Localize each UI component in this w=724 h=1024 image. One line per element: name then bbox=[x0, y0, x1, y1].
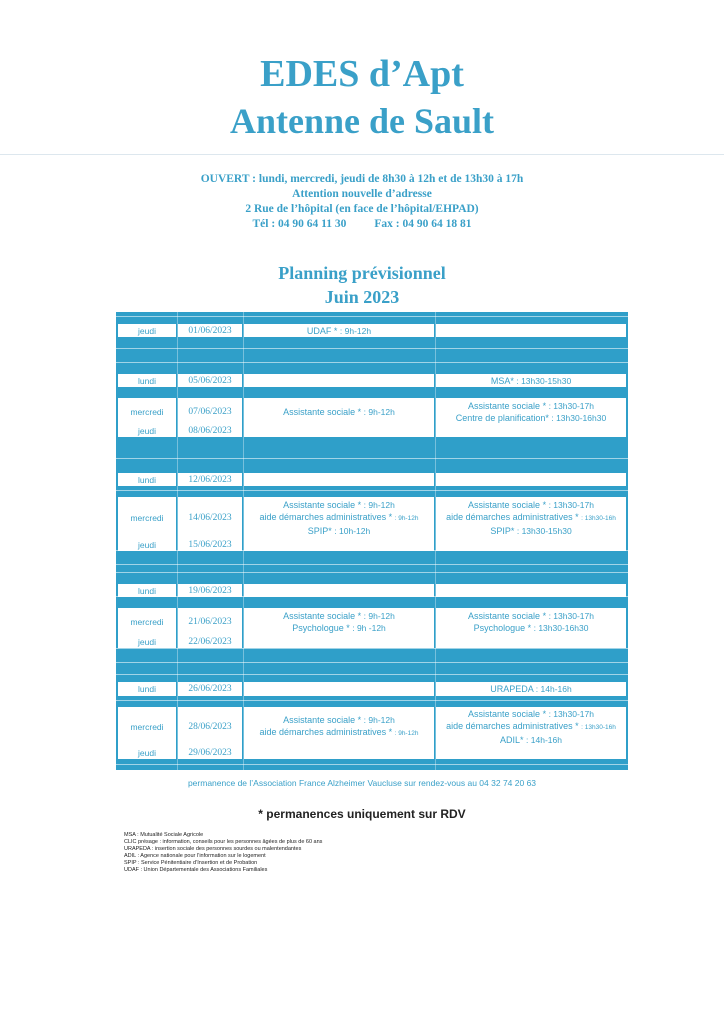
date-cell: 19/06/2023 bbox=[178, 584, 242, 597]
slot-entry bbox=[468, 610, 594, 622]
slot-entry bbox=[490, 525, 571, 537]
morning-cell bbox=[244, 539, 434, 551]
day-cell: jeudi bbox=[118, 539, 176, 551]
slot-entry bbox=[490, 683, 571, 695]
afternoon-cell bbox=[436, 497, 626, 539]
alzheimer-notice: permanence de l’Association France Alzheimer Vaucluse sur rendez-vous au 04 32 74 20 63 bbox=[187, 778, 537, 788]
service-time: : 9h-12h bbox=[363, 715, 395, 725]
morning-cell bbox=[244, 608, 434, 636]
afternoon-cell bbox=[436, 682, 626, 696]
day-cell: lundi bbox=[118, 584, 176, 597]
morning-cell bbox=[244, 473, 434, 486]
rdv-note: * permanences uniquement sur RDV bbox=[258, 807, 466, 821]
slot-entry bbox=[474, 622, 589, 634]
abbreviation-item: SPIP : Service Pénitentiaire d’Insertion et de Probation bbox=[124, 860, 258, 866]
service-name: SPIP* bbox=[307, 526, 335, 536]
phone-number: Tél : 04 90 64 11 30 bbox=[252, 218, 347, 230]
date-cell: 21/06/2023 bbox=[178, 608, 242, 636]
service-name: ADIL* bbox=[500, 735, 527, 745]
table-row bbox=[116, 425, 628, 437]
slot-entry bbox=[260, 726, 419, 740]
service-time: : 9h-12h bbox=[363, 406, 395, 417]
afternoon-cell bbox=[436, 584, 626, 597]
table-row bbox=[116, 539, 628, 551]
slot-entry bbox=[468, 499, 594, 511]
slot-entry bbox=[260, 511, 419, 525]
date-cell: 26/06/2023 bbox=[178, 682, 242, 696]
table-row bbox=[116, 608, 628, 636]
morning-cell bbox=[244, 707, 434, 747]
table-row bbox=[116, 398, 628, 425]
service-time: : 9h-12h bbox=[339, 325, 372, 336]
planning-title: Planning prévisionnel bbox=[278, 263, 446, 283]
service-time: : 13h30-16h30 bbox=[533, 623, 589, 633]
service-time: : 13h30-15h30 bbox=[516, 526, 572, 536]
header-divider bbox=[0, 154, 724, 155]
afternoon-cell bbox=[436, 425, 626, 437]
day-cell: lundi bbox=[118, 473, 176, 486]
service-name: aide démarches administratives * bbox=[259, 512, 395, 522]
slot-entry bbox=[283, 499, 395, 511]
table-divider bbox=[116, 348, 628, 349]
table-divider bbox=[116, 572, 628, 573]
service-name: Assistante sociale * bbox=[468, 500, 549, 510]
afternoon-cell bbox=[436, 324, 626, 337]
date-cell: 15/06/2023 bbox=[178, 539, 242, 551]
slot-entry bbox=[468, 708, 594, 720]
morning-cell bbox=[244, 374, 434, 387]
service-name: UDAF * bbox=[306, 325, 340, 336]
slot-entry bbox=[283, 406, 395, 418]
table-row bbox=[116, 473, 628, 486]
service-name: Assistante sociale * bbox=[283, 611, 364, 621]
open-hours: OUVERT : lundi, mercredi, jeudi de 8h30 à 12h et de 13h30 à 17h bbox=[200, 173, 524, 185]
title-line-2: Antenne de Sault bbox=[229, 101, 495, 141]
service-name: Assistante sociale * bbox=[468, 611, 549, 621]
afternoon-cell bbox=[436, 747, 626, 759]
afternoon-cell bbox=[436, 539, 626, 551]
service-name: Psychologue * bbox=[292, 623, 353, 633]
service-time: : 13h30-17h bbox=[548, 500, 594, 510]
service-name: Assistante sociale * bbox=[468, 709, 549, 719]
service-name: URAPEDA bbox=[490, 684, 536, 694]
day-cell: jeudi bbox=[118, 636, 176, 648]
service-name: Psychologue * bbox=[473, 623, 534, 633]
table-divider bbox=[116, 764, 628, 765]
table-divider bbox=[116, 648, 628, 649]
slot-entry bbox=[307, 325, 371, 337]
date-cell: 22/06/2023 bbox=[178, 636, 242, 648]
date-cell: 12/06/2023 bbox=[178, 473, 242, 486]
table-row bbox=[116, 497, 628, 539]
slot-entry bbox=[283, 714, 395, 726]
date-cell: 08/06/2023 bbox=[178, 425, 242, 437]
service-name: MSA* bbox=[490, 375, 517, 386]
abbreviation-item: ADIL : Agence nationale pour l’information sur le logement bbox=[124, 853, 266, 859]
abbreviation-item: URAPEDA : insertion sociale des personnes sourdes ou malentendantes bbox=[124, 846, 302, 852]
service-time: : 9h-12h bbox=[394, 515, 419, 522]
day-cell: jeudi bbox=[118, 425, 176, 437]
service-time: : 13h30-15h30 bbox=[516, 375, 572, 386]
table-divider bbox=[116, 674, 628, 675]
service-time: : 13h30-16h bbox=[581, 724, 616, 731]
day-cell: mercredi bbox=[118, 608, 176, 636]
phone-line bbox=[0, 217, 724, 232]
service-name: Assistante sociale * bbox=[283, 715, 364, 725]
date-cell: 05/06/2023 bbox=[178, 374, 242, 387]
schedule-table bbox=[116, 312, 628, 770]
slot-entry bbox=[456, 412, 606, 424]
service-time: : 13h30-16h bbox=[581, 515, 616, 522]
morning-cell bbox=[244, 584, 434, 597]
table-divider bbox=[116, 362, 628, 363]
abbreviation-item: MSA : Mutualité Sociale Agricole bbox=[124, 832, 204, 838]
service-time: : 9h-12h bbox=[363, 611, 395, 621]
service-time: : 10h-12h bbox=[334, 526, 371, 536]
date-cell: 29/06/2023 bbox=[178, 747, 242, 759]
service-name: SPIP* bbox=[490, 526, 517, 536]
morning-cell bbox=[244, 636, 434, 648]
day-cell: jeudi bbox=[118, 747, 176, 759]
service-time: : 13h30-16h30 bbox=[551, 412, 607, 423]
morning-cell bbox=[244, 747, 434, 759]
table-divider bbox=[116, 458, 628, 459]
slot-entry bbox=[292, 622, 386, 634]
table-row bbox=[116, 682, 628, 696]
service-time: : 9h-12h bbox=[363, 500, 395, 510]
service-name: Assistante sociale * bbox=[468, 400, 549, 411]
abbreviations-legend bbox=[124, 832, 322, 874]
afternoon-cell bbox=[436, 473, 626, 486]
table-divider bbox=[116, 700, 628, 701]
day-cell: mercredi bbox=[118, 398, 176, 425]
service-name: aide démarches administratives * bbox=[259, 727, 395, 737]
table-row bbox=[116, 584, 628, 597]
day-cell: mercredi bbox=[118, 707, 176, 747]
table-row bbox=[116, 707, 628, 747]
date-cell: 14/06/2023 bbox=[178, 497, 242, 539]
table-row bbox=[116, 747, 628, 759]
contact-info bbox=[0, 172, 724, 232]
table-divider bbox=[116, 316, 628, 317]
service-time: : 13h30-17h bbox=[548, 400, 594, 411]
morning-cell bbox=[244, 425, 434, 437]
morning-cell bbox=[244, 398, 434, 425]
date-cell: 28/06/2023 bbox=[178, 707, 242, 747]
slot-entry bbox=[468, 400, 594, 412]
title-line-1: EDES d’Apt bbox=[260, 53, 464, 95]
date-cell: 07/06/2023 bbox=[178, 398, 242, 425]
service-time: : 9h-12h bbox=[394, 730, 419, 737]
afternoon-cell bbox=[436, 374, 626, 387]
table-divider bbox=[116, 662, 628, 663]
slot-entry bbox=[283, 610, 395, 622]
slot-entry bbox=[500, 734, 562, 746]
service-time: : 13h30-17h bbox=[548, 611, 594, 621]
service-name: Assistante sociale * bbox=[283, 406, 364, 417]
slot-entry bbox=[446, 511, 616, 525]
service-time: : 13h30-17h bbox=[548, 709, 594, 719]
table-row bbox=[116, 324, 628, 337]
morning-cell bbox=[244, 497, 434, 539]
afternoon-cell bbox=[436, 608, 626, 636]
service-name: aide démarches administratives * bbox=[446, 721, 582, 731]
slot-entry bbox=[308, 525, 370, 537]
date-cell: 01/06/2023 bbox=[178, 324, 242, 337]
planning-month: Juin 2023 bbox=[324, 287, 400, 307]
slot-entry bbox=[446, 720, 616, 734]
table-divider bbox=[116, 490, 628, 491]
slot-entry bbox=[491, 375, 571, 387]
service-name: Centre de planification* bbox=[455, 412, 552, 423]
service-name: aide démarches administratives * bbox=[446, 512, 582, 522]
day-cell: jeudi bbox=[118, 324, 176, 337]
service-time: : 14h-16h bbox=[535, 684, 572, 694]
service-time: : 9h -12h bbox=[352, 623, 386, 633]
day-cell: lundi bbox=[118, 374, 176, 387]
morning-cell bbox=[244, 682, 434, 696]
service-time: : 14h-16h bbox=[526, 735, 562, 745]
fax-number: Fax : 04 90 64 18 81 bbox=[374, 218, 472, 230]
table-row bbox=[116, 636, 628, 648]
day-cell: lundi bbox=[118, 682, 176, 696]
afternoon-cell bbox=[436, 398, 626, 425]
address-notice: Attention nouvelle d’adresse bbox=[292, 188, 432, 200]
day-cell: mercredi bbox=[118, 497, 176, 539]
table-row bbox=[116, 374, 628, 387]
afternoon-cell bbox=[436, 707, 626, 747]
morning-cell bbox=[244, 324, 434, 337]
address: 2 Rue de l’hôpital (en face de l’hôpital/EHPAD) bbox=[245, 203, 479, 215]
afternoon-cell bbox=[436, 636, 626, 648]
service-name: Assistante sociale * bbox=[283, 500, 364, 510]
abbreviation-item: UDAF : Union Départementale des Associations Familiales bbox=[124, 867, 268, 873]
abbreviation-item: CLIC présage : information, conseils pour les personnes âgées de plus de 60 ans bbox=[124, 839, 323, 845]
table-divider bbox=[116, 564, 628, 565]
